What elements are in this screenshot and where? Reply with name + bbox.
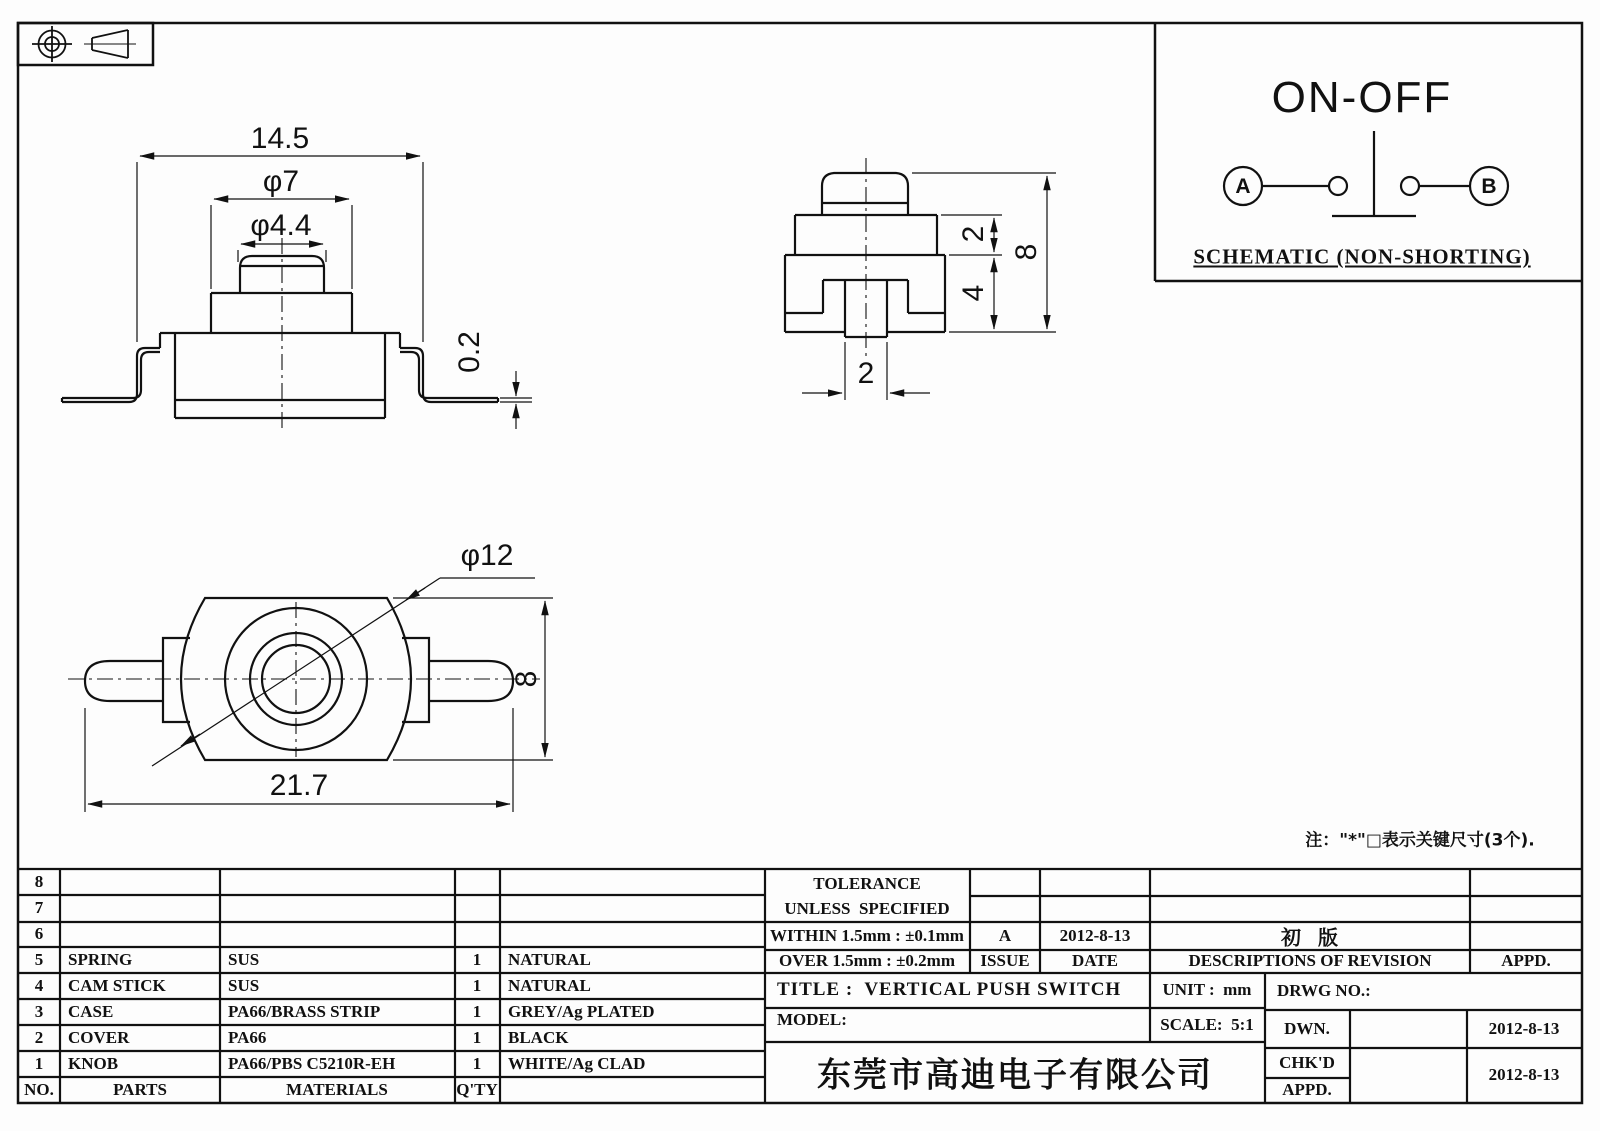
terminal-b-label: B bbox=[1481, 175, 1497, 198]
dim-lead-thickness: 0.2 bbox=[453, 331, 486, 373]
revision-description-value: 初 版 bbox=[1281, 925, 1339, 950]
part-qty: 1 bbox=[472, 1028, 482, 1047]
part-row-no: 7 bbox=[34, 898, 44, 917]
part-name: SPRING bbox=[68, 950, 133, 969]
dwn-label: DWN. bbox=[1284, 1019, 1330, 1038]
part-finish: NATURAL bbox=[508, 976, 591, 995]
dim-collar-height: 2 bbox=[957, 225, 990, 243]
schematic-circuit bbox=[1224, 131, 1508, 216]
revision-appd-label: APPD. bbox=[1501, 951, 1551, 970]
schematic-caption: SCHEMATIC (NON-SHORTING) bbox=[1193, 244, 1531, 269]
appd-label: APPD. bbox=[1282, 1080, 1332, 1099]
part-row-no: 6 bbox=[34, 924, 44, 943]
schematic-box bbox=[1155, 23, 1582, 281]
tolerance-over: OVER 1.5mm : ±0.2mm bbox=[778, 951, 956, 970]
part-material: PA66/BRASS STRIP bbox=[228, 1002, 381, 1021]
part-finish: GREY/Ag PLATED bbox=[508, 1002, 655, 1021]
dim-total-height: 8 bbox=[1010, 243, 1043, 261]
terminal-a-label: A bbox=[1235, 175, 1251, 198]
chkd-label: CHK'D bbox=[1279, 1053, 1335, 1072]
parts-header-no: NO. bbox=[24, 1080, 54, 1099]
part-row-no: 4 bbox=[34, 976, 44, 995]
part-finish: BLACK bbox=[508, 1028, 569, 1047]
revision-date-value: 2012-8-13 bbox=[1059, 926, 1131, 945]
dwn-date: 2012-8-13 bbox=[1488, 1019, 1560, 1038]
part-row-no: 8 bbox=[34, 872, 44, 891]
part-qty: 1 bbox=[472, 976, 482, 995]
tolerance-within: WITHIN 1.5mm : ±0.1mm bbox=[770, 926, 964, 945]
parts-header-qty: Q'TY bbox=[456, 1080, 498, 1099]
dim-post-width: 2 bbox=[857, 357, 875, 390]
revision-issue-value: A bbox=[998, 926, 1012, 945]
part-name: COVER bbox=[68, 1028, 130, 1047]
part-material: SUS bbox=[228, 950, 260, 969]
dim-body-height: 4 bbox=[957, 284, 990, 302]
part-row-no: 2 bbox=[34, 1028, 44, 1047]
part-name: KNOB bbox=[68, 1054, 119, 1073]
part-qty: 1 bbox=[472, 1002, 482, 1021]
dim-body-width: 8 bbox=[510, 670, 543, 688]
drwg-no-field: DRWG NO.: bbox=[1277, 981, 1371, 1000]
key-dimension-note: 注："*"□表示关键尺寸(3个). bbox=[1305, 830, 1535, 851]
part-material: PA66/PBS C5210R-EH bbox=[228, 1054, 396, 1073]
schematic-title: ON-OFF bbox=[1271, 73, 1453, 122]
top-view bbox=[68, 598, 540, 760]
model-field: MODEL: bbox=[777, 1010, 847, 1029]
revision-description-label: DESCRIPTIONS OF REVISION bbox=[1188, 951, 1432, 970]
part-qty: 1 bbox=[472, 950, 482, 969]
part-finish: WHITE/Ag CLAD bbox=[508, 1054, 646, 1073]
part-name: CAM STICK bbox=[68, 976, 166, 995]
unit-field: UNIT : mm bbox=[1162, 980, 1252, 999]
part-name: CASE bbox=[68, 1002, 114, 1021]
part-finish: NATURAL bbox=[508, 950, 591, 969]
front-view bbox=[62, 238, 498, 432]
tolerance-label2: UNLESS SPECIFIED bbox=[784, 899, 950, 918]
company-name: 东莞市高迪电子有限公司 bbox=[817, 1055, 1213, 1096]
parts-header-parts: PARTS bbox=[113, 1080, 167, 1099]
dim-total-length: 21.7 bbox=[269, 769, 329, 802]
dim-collar-diameter: φ7 bbox=[262, 165, 300, 198]
dim-overall-width: 14.5 bbox=[250, 122, 310, 155]
side-view-dimensions bbox=[802, 173, 1056, 400]
parts-header-materials: MATERIALS bbox=[286, 1080, 388, 1099]
revision-date-label: DATE bbox=[1072, 951, 1118, 970]
projection-symbol-icon bbox=[32, 26, 136, 62]
part-qty: 1 bbox=[472, 1054, 482, 1073]
part-material: SUS bbox=[228, 976, 260, 995]
part-row-no: 1 bbox=[34, 1054, 44, 1073]
revision-issue-label: ISSUE bbox=[980, 951, 1030, 970]
title-field: TITLE : VERTICAL PUSH SWITCH bbox=[777, 979, 1122, 1000]
chkd-date: 2012-8-13 bbox=[1488, 1065, 1560, 1084]
part-material: PA66 bbox=[228, 1028, 267, 1047]
dim-knob-diameter: φ4.4 bbox=[250, 209, 312, 242]
side-view bbox=[785, 158, 945, 356]
scale-field: SCALE: 5:1 bbox=[1160, 1015, 1254, 1034]
part-row-no: 3 bbox=[34, 1002, 44, 1021]
dim-arc-diameter: φ12 bbox=[460, 539, 514, 572]
part-row-no: 5 bbox=[34, 950, 44, 969]
tolerance-label: TOLERANCE bbox=[813, 874, 921, 893]
